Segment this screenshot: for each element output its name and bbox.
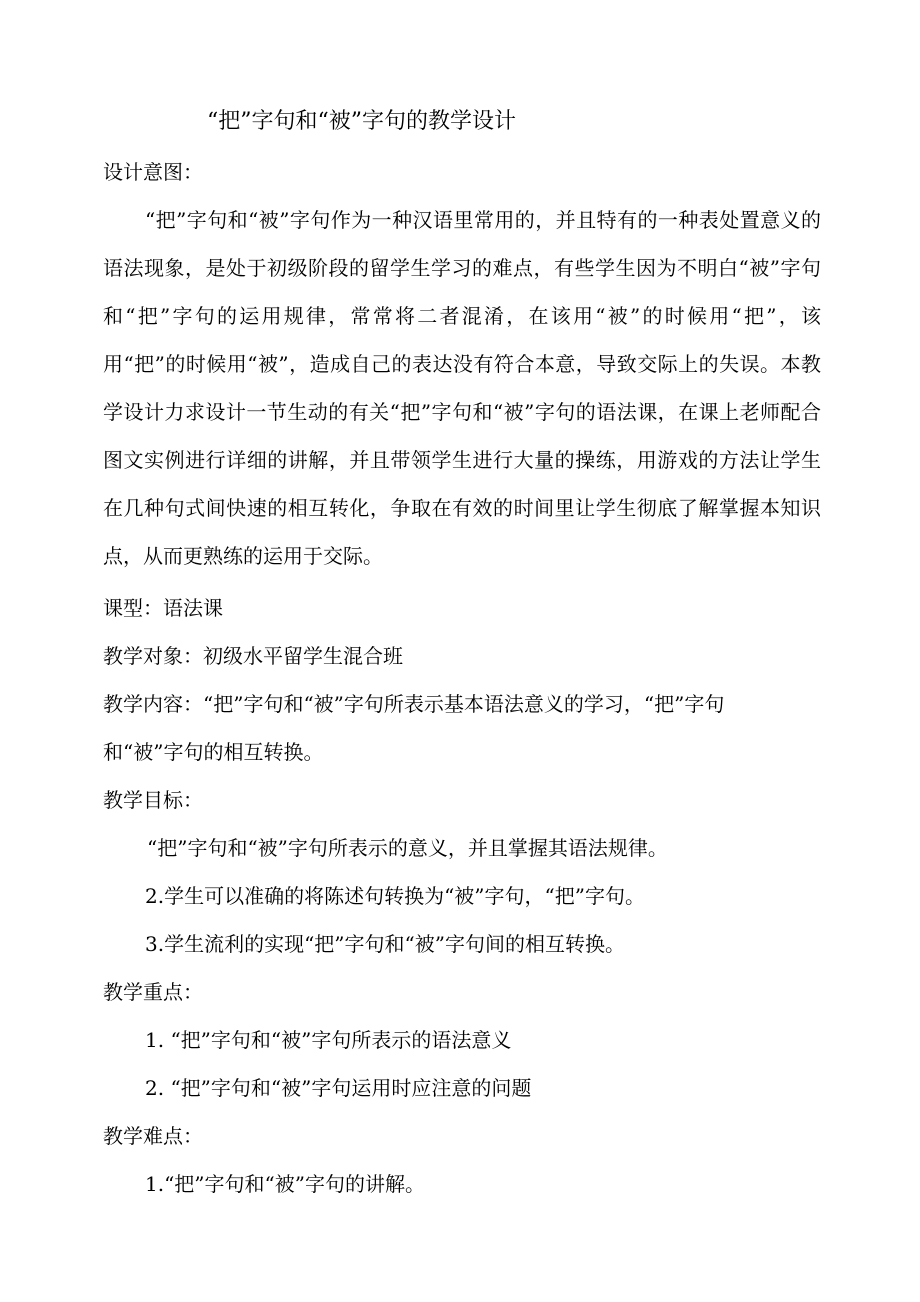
difficulties-heading: 教学难点： — [103, 1124, 203, 1148]
key-points-heading: 教学重点： — [103, 980, 203, 1004]
goal-item: 2.学生可以准确的将陈述句转换为“被”字句，“把”字句。 — [145, 884, 645, 908]
course-type: 课型：语法课 — [103, 596, 223, 620]
key-point-item: 1. “把”字句和“被”字句所表示的语法意义 — [145, 1028, 512, 1052]
document-title: “把”字句和“被”字句的教学设计 — [207, 109, 516, 134]
key-point-item: 2. “把”字句和“被”字句运用时应注意的问题 — [145, 1076, 532, 1100]
goals-heading: 教学目标： — [103, 788, 203, 812]
teaching-content-line-2: 和“被”字句的相互转换。 — [103, 740, 324, 764]
intent-paragraph: “把”字句和“被”字句作为一种汉语里常用的，并且特有的一种表处置意义的语法现象，是处于初级阶段的留学生学习的难点，有些学生因为不明白“被”字句和“把”字句的运用规律，常常将二者混淆，在该用“被”的时候用“把”，该用“把”的时候用“被”，造成自己的表达没有符合本意，导致交际上的失误。本教学设计力求设计一节生动的有关“把”字句和“被”字句的语法课，在课上老师配合图文实例进行详细的讲解，并且带领学生进行大量的操练，用游戏的方法让学生在几种句式间快速的相互转化，争取在有效的时间里让学生彻底了解掌握本知识点，从而更熟练的运用于交际。 — [103, 208, 821, 568]
difficulty-item: 1.“把”字句和“被”字句的讲解。 — [145, 1172, 425, 1196]
teaching-content-line-1: 教学内容：“把”字句和“被”字句所表示基本语法意义的学习，“把”字句 — [103, 692, 725, 716]
teaching-audience: 教学对象：初级水平留学生混合班 — [103, 644, 403, 668]
intent-heading: 设计意图： — [103, 160, 203, 184]
goal-item: 3.学生流利的实现“把”字句和“被”字句间的相互转换。 — [145, 932, 625, 956]
goal-item: “把”字句和“被”字句所表示的意义，并且掌握其语法规律。 — [147, 836, 668, 860]
